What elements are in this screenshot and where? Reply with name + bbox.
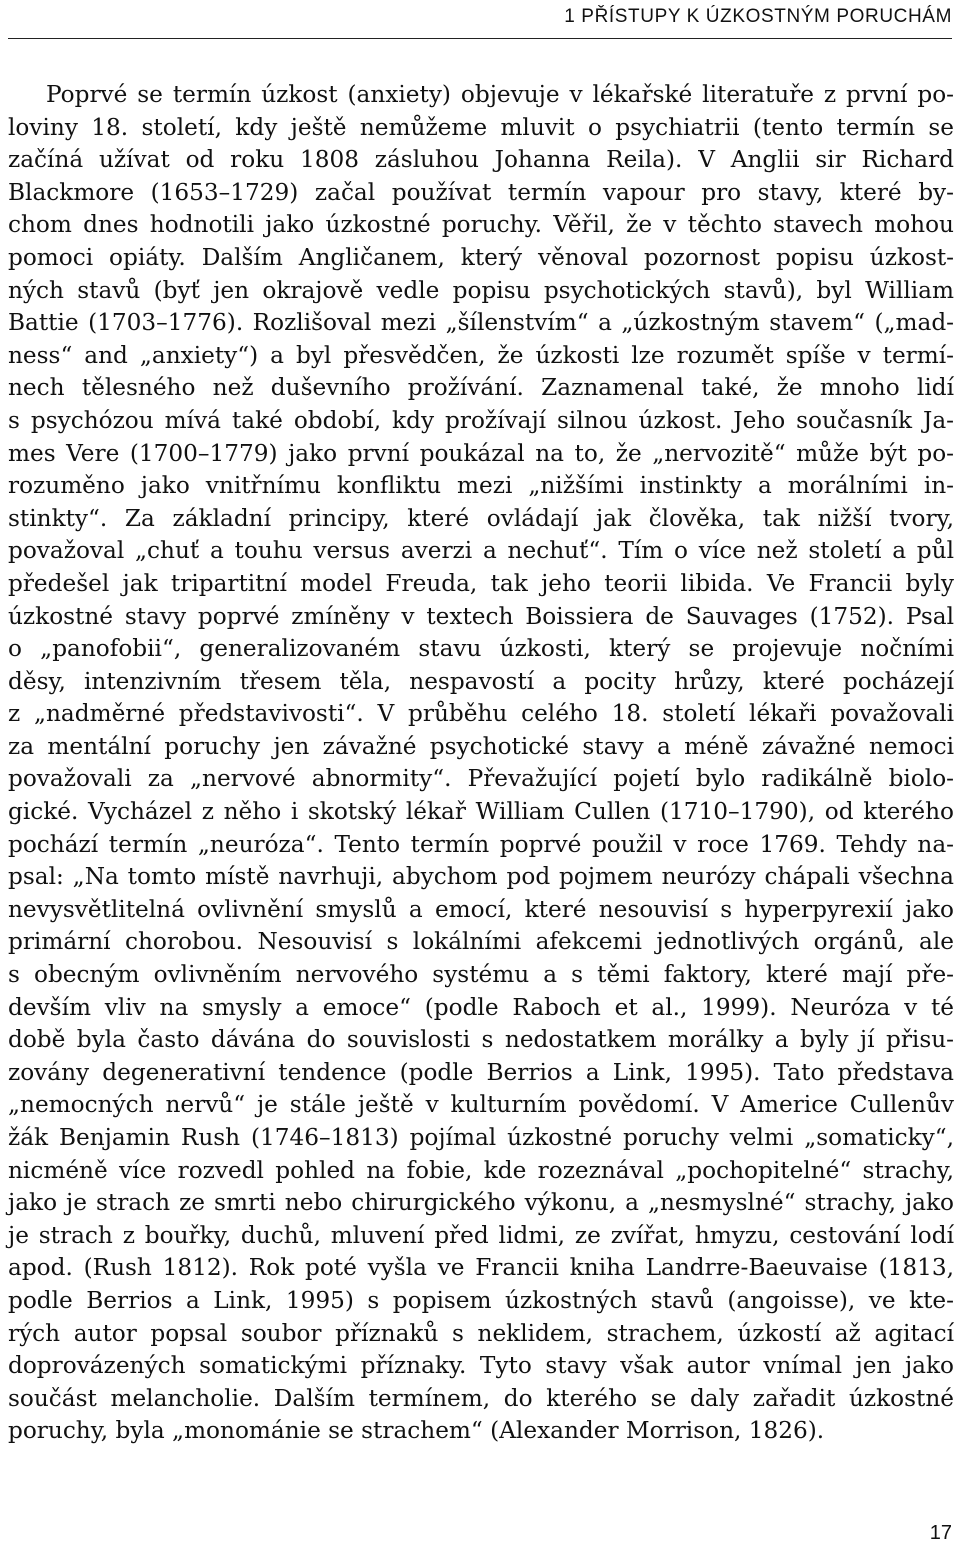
text-line: děsy, intenzivním třesem těla, nespavostí a pocity hrůzy, které pocházejí [8, 667, 954, 695]
text-line: „nemocných nervů“ je stále ještě v kulturním povědomí. V Americe Cullenův [8, 1091, 954, 1119]
header-rule [8, 38, 952, 39]
text-line: rozuměno jako vnitřnímu konfliktu mezi „nižšími instinkty a morálními in- [8, 472, 954, 500]
text-line: gické. Vycházel z něho i skotský lékař William Cullen (1710–1790), od kterého [8, 798, 954, 826]
text-line: považovali za „nervové abnormity“. Převažující pojetí bylo radikálně biolo- [8, 765, 954, 793]
text-line: je strach z bouřky, duchů, mluvení před lidmi, ze zvířat, hmyzu, cestování lodí [8, 1221, 954, 1249]
running-header: 1 PŘÍSTUPY K ÚZKOSTNÝM PORUCHÁM [564, 6, 952, 27]
text-line: Poprvé se termín úzkost (anxiety) objevuje v lékařské literatuře z první po- [46, 81, 954, 108]
text-line: o „panofobii“, generalizovaném stavu úzkosti, který se projevuje nočními [8, 635, 954, 663]
text-line: Battie (1703–1776). Rozlišoval mezi „šílenstvím“ a „úzkostným stavem“ („mad- [8, 309, 954, 337]
page-number: 17 [929, 1522, 952, 1544]
text-line: Blackmore (1653–1729) začal používat termín vapour pro stavy, které by- [8, 178, 954, 206]
text-line: psal: „Na tomto místě navrhuji, abychom pod pojmem neurózy chápali všechna [8, 863, 954, 891]
text-line: pomoci opiáty. Dalším Angličanem, který věnoval pozornost popisu úzkost- [8, 243, 954, 271]
text-line: devším vliv na smysly a emoce“ (podle Raboch et al., 1999). Neuróza v té [8, 993, 954, 1021]
text-line: rých autor popsal soubor příznaků s neklidem, strachem, úzkostí až agitací [8, 1319, 954, 1347]
text-line: podle Berrios a Link, 1995) s popisem úzkostných stavů (angoisse), ve kte- [8, 1286, 954, 1314]
text-line: začíná užívat od roku 1808 zásluhou Johanna Reila). V Anglii sir Richard [8, 146, 954, 174]
text-line: nicméně více rozvedl pohled na fobie, kde rozeznával „pochopitelné“ strachy, [8, 1156, 954, 1184]
text-line: nech tělesného než duševního prožívání. Zaznamenal také, že mnoho lidí [8, 374, 954, 402]
text-line: primární chorobou. Nesouvisí s lokálními afekcemi jednotlivých orgánů, ale [8, 928, 954, 956]
body-paragraph [8, 79, 954, 1448]
text-line: mes Vere (1700–1779) jako první poukázal na to, že „nervozitě“ může být po- [8, 439, 954, 467]
text-line: úzkostné stavy poprvé zmíněny v textech Boissiera de Sauvages (1752). Psal [8, 602, 954, 630]
text-line: s obecným ovlivněním nervového systému a s těmi faktory, které mají pře- [8, 961, 954, 989]
text-line: předešel jak tripartitní model Freuda, tak jeho teorii libida. Ve Francii byly [8, 569, 954, 597]
text-line: považoval „chuť a touhu versus averzi a nechuť“. Tím o více než století a půl [8, 537, 954, 565]
text-line: ných stavů (byť jen okrajově vedle popisu psychotických stavů), byl William [8, 276, 954, 304]
text-line: stinkty“. Za základní principy, které ovládají jak člověka, tak nižší tvory, [8, 504, 954, 532]
text-line: jako je strach ze smrti nebo chirurgického výkonu, a „nesmyslné“ strachy, jako [8, 1189, 954, 1217]
text-line: s psychózou mívá také období, kdy prožívají silnou úzkost. Jeho současník Ja- [8, 406, 954, 434]
text-line: za mentální poruchy jen závažné psychotické stavy a méně závažné nemoci [8, 732, 954, 760]
text-line: apod. (Rush 1812). Rok poté vyšla ve Francii kniha Landrre-Baeuvaise (1813, [8, 1254, 954, 1282]
text-line: chom dnes hodnotili jako úzkostné poruchy. Věřil, že v těchto stavech mohou [8, 211, 954, 239]
text-line: poruchy, byla „monománie se strachem“ (Alexander Morrison, 1826). [8, 1417, 825, 1445]
text-line: nevysvětlitelná ovlivnění smyslů a emocí, které nesouvisí s hyperpyrexií jako [8, 895, 954, 923]
text-line: doprovázených somatickými příznaky. Tyto stavy však autor vnímal jen jako [8, 1352, 954, 1380]
text-line: loviny 18. století, kdy ještě nemůžeme mluvit o psychiatrii (tento termín se [8, 113, 954, 141]
text-line: žák Benjamin Rush (1746–1813) pojímal úzkostné poruchy velmi „somaticky“, [8, 1124, 954, 1151]
text-line: ness“ and „anxiety“) a byl přesvědčen, že úzkosti lze rozumět spíše v termí- [8, 341, 954, 369]
text-line: pochází termín „neuróza“. Tento termín poprvé použil v roce 1769. Tehdy na- [8, 830, 954, 858]
text-line: době byla často dávána do souvislosti s nedostatkem morálky a byly jí přisu- [8, 1026, 954, 1054]
text-line: zovány degenerativní tendence (podle Berrios a Link, 1995). Tato představa [8, 1058, 954, 1086]
text-line: součást melancholie. Dalším termínem, do kterého se daly zařadit úzkostné [8, 1384, 954, 1412]
text-line: z „nadměrné představivosti“. V průběhu celého 18. století lékaři považovali [8, 700, 954, 728]
